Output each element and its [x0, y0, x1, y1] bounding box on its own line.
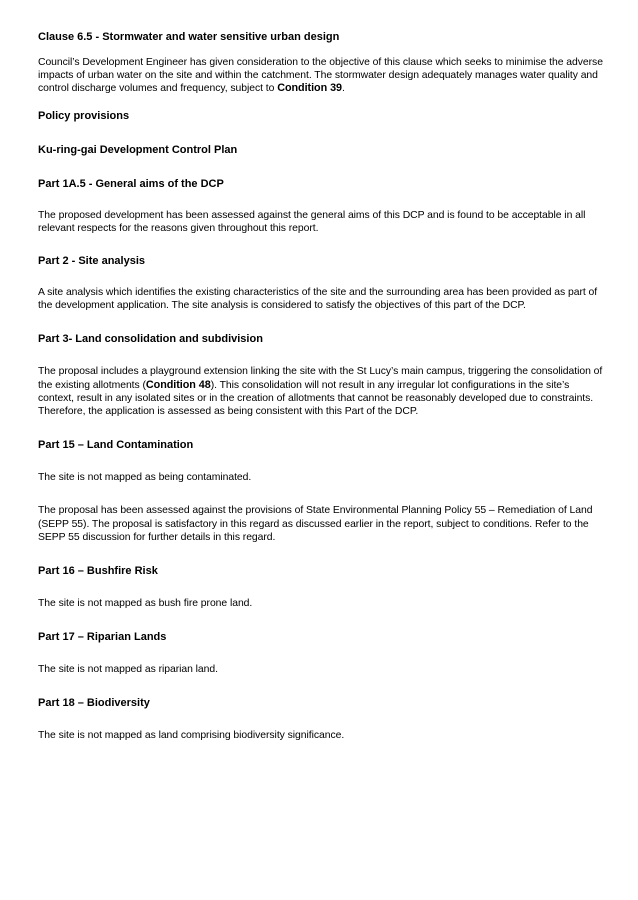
part-2-heading: Part 2 - Site analysis: [38, 255, 145, 268]
part-2-paragraph: A site analysis which identifies the existing characteristics of the site and the surrounding area has been provided as part of the development application. The site analysis is considered to satisfy the objectives of this part of the DCP.: [38, 287, 598, 312]
clause-6-5-text-end: .: [342, 83, 345, 95]
policy-provisions-heading: Policy provisions: [38, 109, 130, 122]
clause-6-5-heading: Clause 6.5 - Stormwater and water sensitive urban design: [38, 31, 340, 43]
part-3-paragraph: [38, 365, 604, 418]
part-17-paragraph: The site is not mapped as riparian land.: [38, 664, 218, 676]
condition-48-reference: Condition 48: [145, 378, 211, 391]
part-3-text-b: ). This consolidation will not result in any irregular lot configurations in the site’s context, result in any isolated sites or in the creation of allotments that cannot be reasonably developed due to constraints. Therefore, the application is assessed as being consistent with this Part of the DCP.: [38, 379, 594, 418]
part-3-heading: Part 3- Land consolidation and subdivision: [38, 333, 263, 346]
part-15-heading: Part 15 – Land Contamination: [38, 439, 194, 452]
dcp-heading: Ku-ring-gai Development Control Plan: [38, 143, 238, 156]
part-1a5-paragraph: The proposed development has been assessed against the general aims of this DCP and is found to be acceptable in all relevant respects for the reasons given throughout this report.: [38, 209, 586, 234]
condition-39-reference: Condition 39: [277, 82, 342, 95]
clause-6-5-text: Council’s Development Engineer has given consideration to the objective of this clause which seeks to minimise the adverse impacts of urban water on the site and within the catchment. The stormwater design adequately manages water quality and control discharge volumes and frequency, subject to: [38, 57, 603, 95]
part-17-heading: Part 17 – Riparian Lands: [38, 631, 167, 644]
part-3-text-a: The proposal includes a playground extension linking the site with the St Lucy’s main campus, triggering the consolidation of the existing allotments (: [38, 366, 603, 391]
document-page: [38, 30, 604, 743]
part-15-paragraph-1: The site is not mapped as being contaminated.: [38, 472, 252, 484]
part-16-heading: Part 16 – Bushfire Risk: [38, 565, 158, 578]
clause-6-5-paragraph: [38, 56, 604, 96]
part-16-paragraph: The site is not mapped as bush fire prone land.: [38, 598, 253, 610]
part-18-paragraph: The site is not mapped as land comprising biodiversity significance.: [38, 730, 345, 742]
part-1a5-heading: Part 1A.5 - General aims of the DCP: [38, 177, 224, 190]
part-18-heading: Part 18 – Biodiversity: [38, 697, 150, 710]
part-15-paragraph-2: The proposal has been assessed against the provisions of State Environmental Planning Policy 55 – Remediation of Land (SEPP 55). The proposal is satisfactory in this regard as discussed earlier in the report, subject to conditions. Refer to the SEPP 55 discussion for further details in this regard.: [38, 505, 593, 543]
